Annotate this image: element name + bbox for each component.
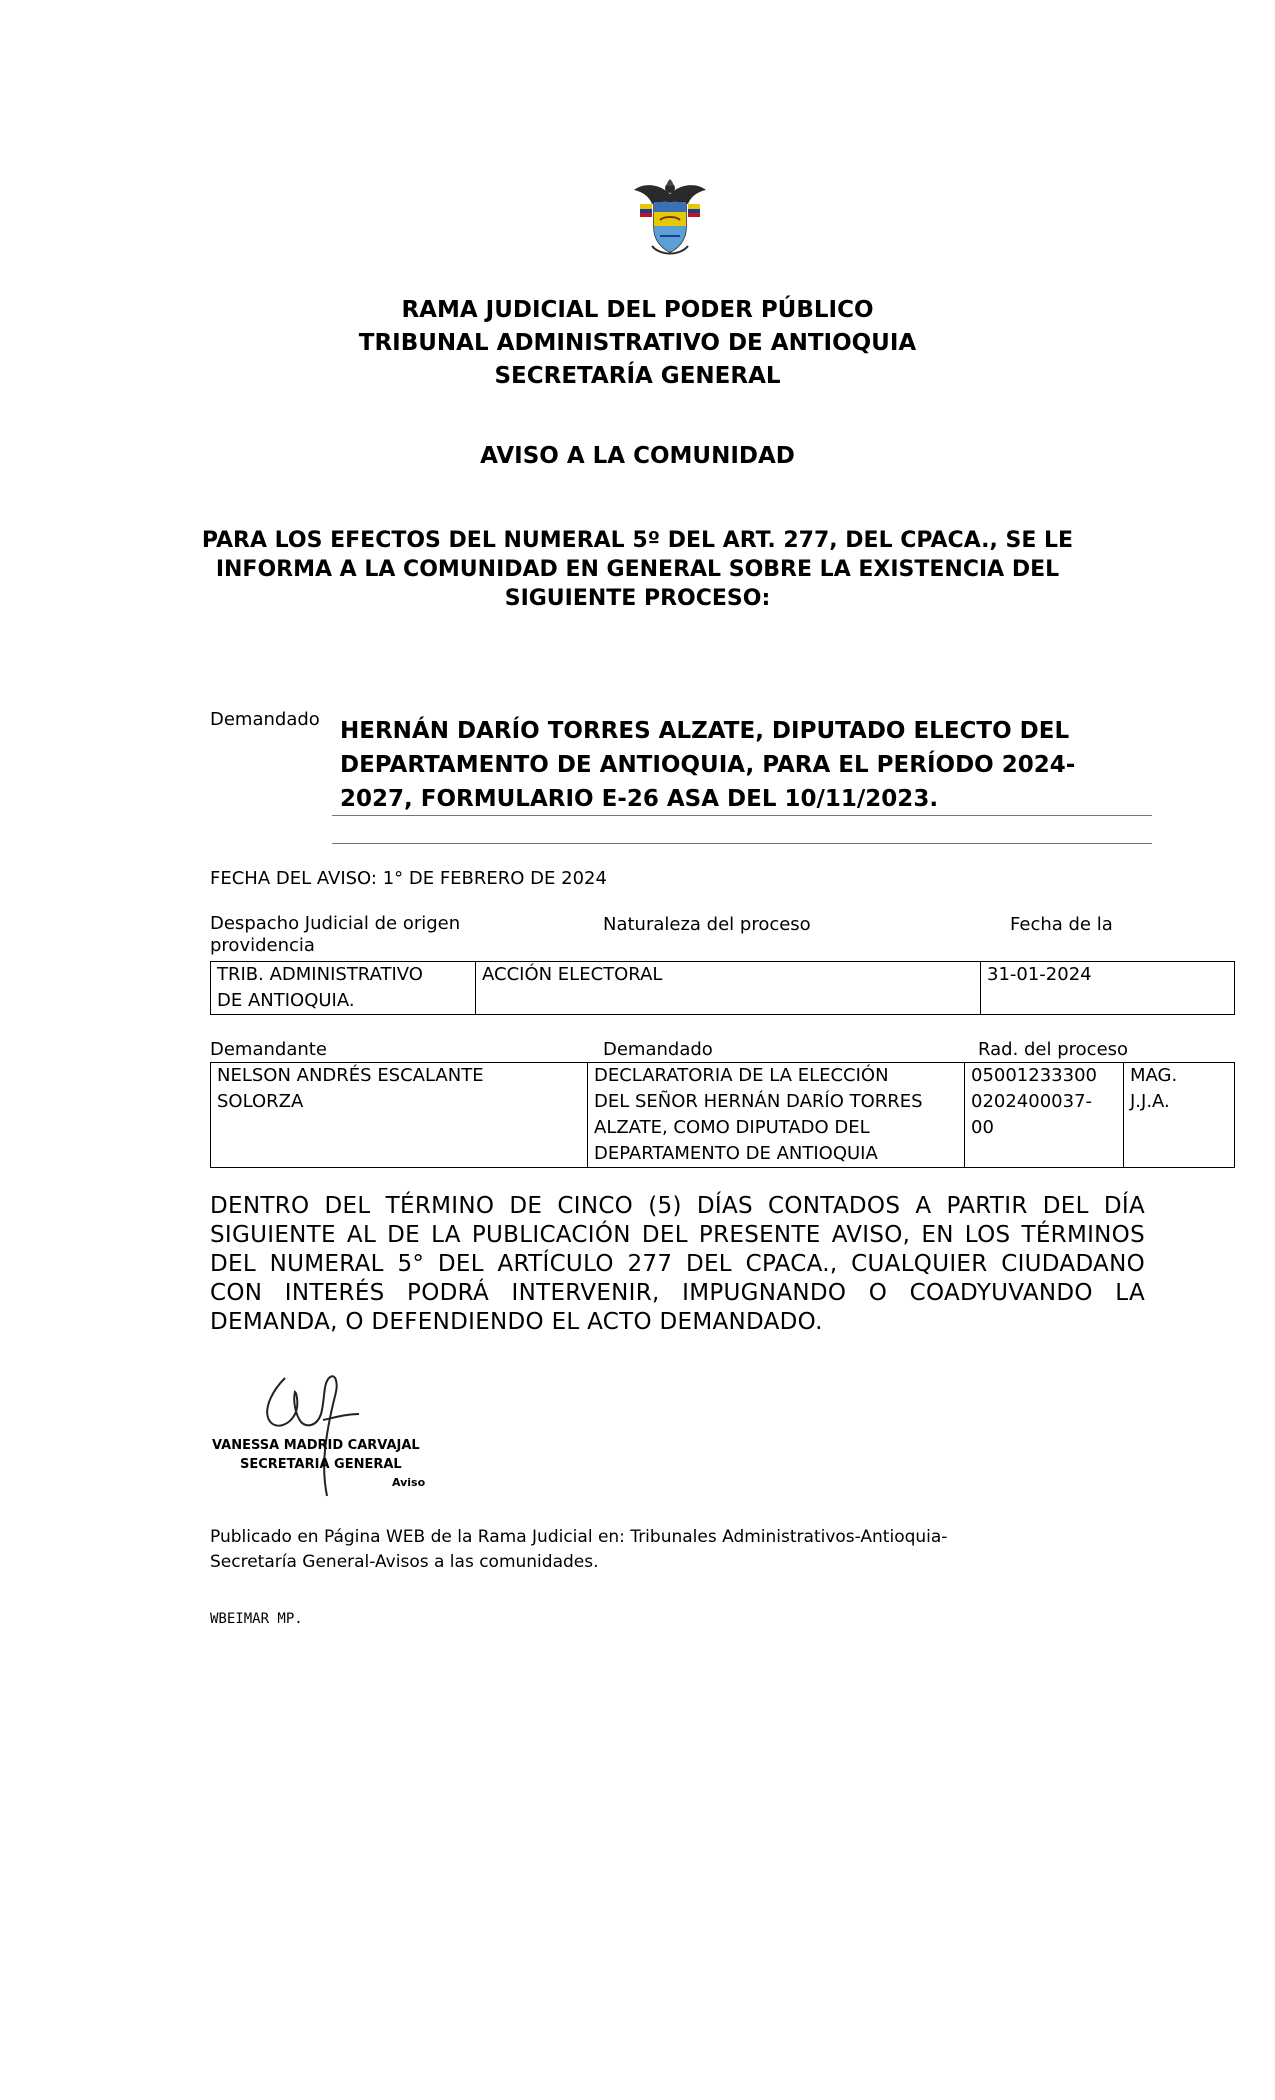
- body-line-2: SIGUIENTE AL DE LA PUBLICACIÓN DEL PRESENTE AVISO, EN LOS TÉRMINOS: [210, 1222, 1145, 1248]
- rad-cell: [965, 1063, 1124, 1168]
- process-parties-table: [210, 1062, 1235, 1168]
- demandado-cell-line-1: DECLARATORIA DE LA ELECCIÓN: [594, 1065, 889, 1086]
- header-despacho: [210, 913, 460, 957]
- header-despacho-line-1: Despacho Judicial de origen: [210, 913, 461, 934]
- demandante-line-2: SOLORZA: [217, 1091, 304, 1112]
- body-line-4: CON INTERÉS PODRÁ INTERVENIR, IMPUGNANDO O COADYUVANDO LA: [210, 1280, 1145, 1306]
- table-row: [211, 1063, 1235, 1168]
- institution-name: RAMA JUDICIAL DEL PODER PÚBLICO: [401, 297, 874, 323]
- signature-note: Aviso: [392, 1476, 426, 1489]
- rad-line-3: 00: [971, 1117, 994, 1138]
- naturaleza-cell: ACCIÓN ELECTORAL: [476, 962, 981, 1015]
- header-demandante: Demandante: [210, 1039, 327, 1060]
- demandado-cell-line-4: DEPARTAMENTO DE ANTIOQUIA: [594, 1143, 878, 1164]
- coat-of-arms-icon: [630, 176, 710, 260]
- body-line-3: DEL NUMERAL 5° DEL ARTÍCULO 277 DEL CPACA., CUALQUIER CIUDADANO: [210, 1251, 1145, 1277]
- body-line-5: DEMANDA, O DEFENDIENDO EL ACTO DEMANDADO.: [210, 1309, 823, 1335]
- office-name: SECRETARÍA GENERAL: [494, 363, 781, 389]
- publication-line-2: Secretaría General-Avisos a las comunidades.: [210, 1552, 599, 1572]
- demandado-line-1: HERNÁN DARÍO TORRES ALZATE, DIPUTADO ELECTO DEL: [340, 718, 1070, 744]
- tribunal-name: TRIBUNAL ADMINISTRATIVO DE ANTIOQUIA: [358, 330, 917, 356]
- fecha-cell: 31-01-2024: [981, 962, 1235, 1015]
- signatory-role: SECRETARIA GENERAL: [240, 1457, 402, 1472]
- handwritten-signature: [255, 1370, 375, 1500]
- publication-note: [210, 1525, 947, 1575]
- process-origin-table: [210, 961, 1235, 1015]
- notice-line-3: SIGUIENTE PROCESO:: [504, 586, 771, 611]
- table-row: [211, 962, 1235, 1015]
- demandante-line-1: NELSON ANDRÉS ESCALANTE: [217, 1065, 484, 1086]
- despacho-cell: [211, 962, 476, 1015]
- rad-line-1: 05001233300: [971, 1065, 1097, 1086]
- despacho-line-1: TRIB. ADMINISTRATIVO: [217, 964, 423, 985]
- notice-body: [210, 1192, 1145, 1337]
- demandado-line-2: DEPARTAMENTO DE ANTIOQUIA, PARA EL PERÍODO 2024-: [340, 752, 1076, 778]
- despacho-line-2: DE ANTIOQUIA.: [217, 990, 355, 1011]
- body-line-1: DENTRO DEL TÉRMINO DE CINCO (5) DÍAS CONTADOS A PARTIR DEL DÍA: [210, 1193, 1145, 1219]
- demandado-cell-line-3: ALZATE, COMO DIPUTADO DEL: [594, 1117, 870, 1138]
- demandado-cell-line-2: DEL SEÑOR HERNÁN DARÍO TORRES: [594, 1091, 923, 1112]
- divider-line: [332, 815, 1152, 816]
- divider-line: [332, 843, 1152, 844]
- header-fecha: Fecha de la: [1010, 914, 1113, 935]
- mag-line-2: J.J.A.: [1130, 1091, 1170, 1112]
- rad-line-2: 0202400037-: [971, 1091, 1093, 1112]
- header-demandado: Demandado: [603, 1039, 713, 1060]
- notice-date: FECHA DEL AVISO: 1° DE FEBRERO DE 2024: [210, 868, 607, 889]
- demandado-line-3: 2027, FORMULARIO E-26 ASA DEL 10/11/2023.: [340, 786, 939, 812]
- header-naturaleza: Naturaleza del proceso: [603, 914, 811, 935]
- demandado-description: [340, 714, 1075, 816]
- notice-line-2: INFORMA A LA COMUNIDAD EN GENERAL SOBRE LA EXISTENCIA DEL: [215, 557, 1060, 582]
- signatory-name: VANESSA MADRID CARVAJAL: [212, 1438, 420, 1453]
- header-despacho-line-2: providencia: [210, 935, 315, 956]
- publication-line-1: Publicado en Página WEB de la Rama Judicial en: Tribunales Administrativos-Antioquia-: [210, 1527, 948, 1547]
- demandado-cell: [588, 1063, 965, 1168]
- footer-initials: WBEIMAR MP.: [210, 1611, 303, 1627]
- header-rad: Rad. del proceso: [978, 1039, 1129, 1060]
- demandado-label: Demandado: [210, 709, 320, 730]
- mag-line-1: MAG.: [1130, 1065, 1178, 1086]
- notice-line-1: PARA LOS EFECTOS DEL NUMERAL 5º DEL ART. 277, DEL CPACA., SE LE: [201, 528, 1074, 553]
- demandante-cell: [211, 1063, 588, 1168]
- page-title: AVISO A LA COMUNIDAD: [480, 443, 795, 469]
- magistrate-cell: [1124, 1063, 1235, 1168]
